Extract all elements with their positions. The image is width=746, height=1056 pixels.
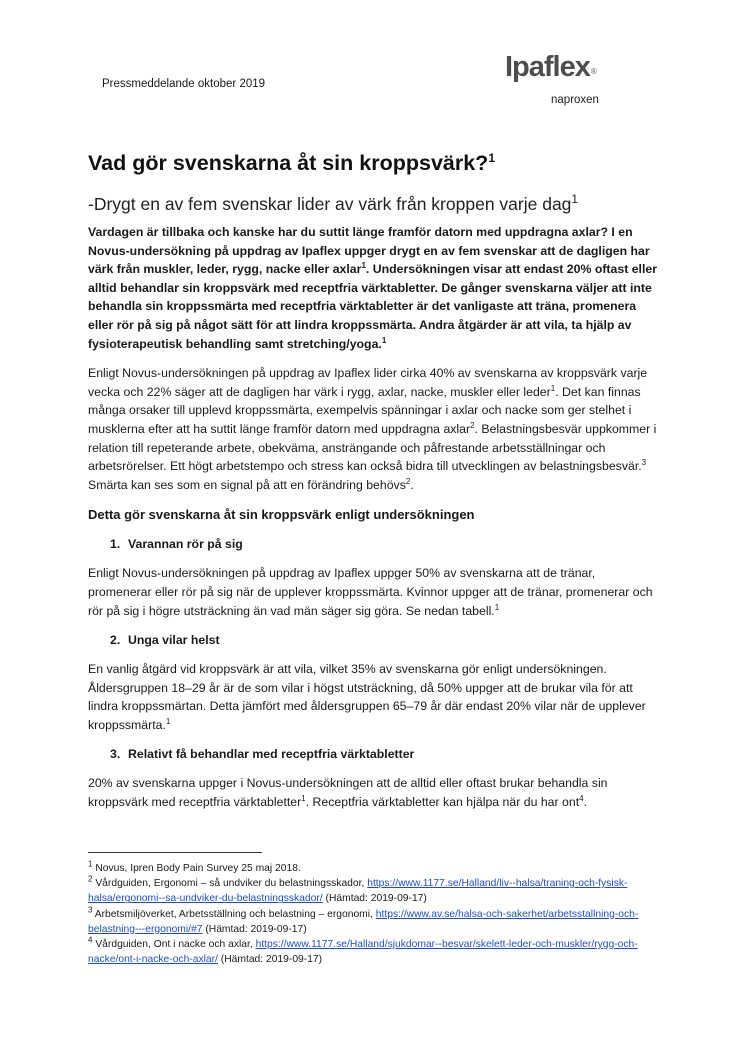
footnote-link[interactable]: https://www.av.se/halsa-och-sakerhet/arbetsstallning-och-belastning---ergonomi/#7 xyxy=(88,908,639,935)
footnote-text: Arbetsmiljöverket, Arbetsställning och belastning – ergonomi, xyxy=(92,908,376,920)
footnote-retrieved: (Hämtad: 2019-09-17) xyxy=(322,893,427,905)
section-ref: 1 xyxy=(494,602,500,612)
body-text-5: . xyxy=(410,477,414,492)
item-heading: Unga vilar helst xyxy=(128,633,220,648)
body-text-4: Smärta kan ses som en signal på att en förändring behövs xyxy=(88,477,406,492)
logo-text: Ipaflex xyxy=(505,51,590,83)
footnote-link[interactable]: https://www.1177.se/Halland/sjukdomar--besvar/skelett-leder-och-muskler/rygg-och-nacke/ont-i-nacke-och-axlar/ xyxy=(88,939,638,966)
footnote-text: Vårdguiden, Ergonomi – så undviker du belastningsskador, xyxy=(92,878,368,890)
section-text-3: . xyxy=(583,795,587,810)
body-paragraph xyxy=(88,364,658,494)
item-number: 3. xyxy=(110,747,121,762)
footnote-text: Vårdguiden, Ont i nacke och axlar, xyxy=(92,939,256,951)
body-text-3: . Belastningsbesvär uppkommer i relation till repeterande arbete, obekväma, ansträngande och påfrestande arbetsställningar och arbetsrörelser. Ett högt arbetstempo och stress kan också bidra till utvecklingen av belastningsbesvär. xyxy=(88,421,657,474)
main-content xyxy=(88,150,658,812)
item-number: 2. xyxy=(110,633,121,648)
numbered-heading-3 xyxy=(110,745,658,763)
footnote-text: Novus, Ipren Body Pain Survey 25 maj 2018. xyxy=(92,863,301,874)
section-paragraph-2 xyxy=(88,660,658,734)
footnote-1 xyxy=(88,861,658,876)
section-ref-1: 1 xyxy=(301,793,306,803)
numbered-heading-2 xyxy=(110,631,658,649)
section-paragraph-1 xyxy=(88,564,658,620)
footnote-retrieved: (Hämtad: 2019-09-17) xyxy=(202,923,307,935)
lead-paragraph xyxy=(88,223,658,353)
section-text-2: . Receptfria värktabletter kan hjälpa när du har ont xyxy=(305,795,580,810)
subtitle-text: -Drygt en av fem svenskar lider av värk från kroppen varje dag xyxy=(88,194,572,214)
body-text-2: . Det kan finnas många orsaker till upplevd kroppssmärta, exempelvis spänningar i axlar och nacke som ger stelhet i musklerna efter att ha suttit länge framför datorn med uppdragna axlar xyxy=(88,384,641,436)
ipaflex-logo xyxy=(505,51,625,106)
footnote-number: 3 xyxy=(88,905,93,915)
title-text: Vad gör svenskarna åt sin kroppsvärk? xyxy=(88,151,489,175)
body-text-1: Enligt Novus-undersökningen på uppdrag av Ipaflex lider cirka 40% av svenskarna av kroppsvärk varje vecka och 22% säger att de dagligen har värk i rygg, axlar, nacke, muskler eller leder xyxy=(88,366,648,399)
footnote-3 xyxy=(88,907,658,937)
footnote-number: 4 xyxy=(88,935,93,945)
body-ref-2: 2 xyxy=(470,420,475,430)
registered-mark: ® xyxy=(590,67,596,76)
section-text: En vanlig åtgärd vid kroppsvärk är att vila, vilket 35% av svenskarna gör enligt undersökningen. Åldersgruppen 18–29 år är de som vilar i högst utsträckning, då 50% uppger att de brukar vila för att lindra kroppssmärtan. Detta jämfört med åldersgruppen 65–79 år där endast 20% vilar när de upplever kroppssmärta. xyxy=(88,662,646,732)
lead-text-1: Vardagen är tillbaka och kanske har du suttit länge framför datorn med uppdragna axlar? I en Novus-undersökning på uppdrag av Ipaflex uppger drygt en av fem svenskar att de dagligen har värk från muskler, leder, rygg, nacke eller axlar xyxy=(88,225,650,277)
body-ref-4: 2 xyxy=(405,476,411,486)
section-text-1: 20% av svenskarna uppger i Novus-undersökningen att de alltid eller oftast brukar behandla sin kroppsvärk med receptfria värktabletter xyxy=(88,776,608,810)
footnote-divider xyxy=(88,852,262,853)
footnote-number: 2 xyxy=(88,874,93,884)
section-heading: Detta gör svenskarna åt sin kroppsvärk enligt undersökningen xyxy=(88,507,475,523)
logo-wordmark xyxy=(505,52,625,82)
section-text: Enligt Novus-undersökningen på uppdrag av Ipaflex uppger 50% av svenskarna att de tränar, promenerar eller rör på sig när de upplever kroppssmärta. Kvinnor uppger att de tränar, promenerar och rör på sig i högre utsträckning än vad män säger sig göra. Se nedan tabell. xyxy=(88,566,653,618)
title-footnote-ref: 1 xyxy=(488,150,495,165)
section-ref-2: 4 xyxy=(579,793,584,803)
footnote-4 xyxy=(88,937,658,967)
lead-text-2: . Undersökningen visar att endast 20% oftast eller alltid behandlar sin kroppsvärk med receptfria värktabletter. De gånger svenskarna väljer att inte behandla sin kroppssmärta med receptfria värktabletter är det vanligaste att träna, promenera eller rör på sig på något sätt för att lindra kroppssmärta. Andra åtgärder är att vila, ta hjälp av fysioterapeutisk behandling samt stretching/yoga. xyxy=(88,262,658,351)
footnote-retrieved: (Hämtad: 2019-09-17) xyxy=(217,954,323,966)
footnotes xyxy=(88,852,658,967)
press-release-date: Pressmeddelande oktober 2019 xyxy=(102,78,266,90)
page-title xyxy=(88,150,658,176)
section-ref: 1 xyxy=(165,716,171,726)
numbered-heading-1 xyxy=(110,535,658,553)
logo-subtitle: naproxen xyxy=(551,94,599,106)
footnote-2 xyxy=(88,876,658,906)
footnote-link[interactable]: https://www.1177.se/Halland/liv--halsa/traning-och-fysisk-halsa/ergonomi--sa-undviker-du-belastningsskador/ xyxy=(88,878,628,905)
item-heading: Relativt få behandlar med receptfria värktabletter xyxy=(128,747,415,762)
item-heading: Varannan rör på sig xyxy=(128,537,243,552)
body-ref-3: 3 xyxy=(641,458,647,468)
footnote-number: 1 xyxy=(88,859,93,869)
body-ref-1: 1 xyxy=(550,383,556,393)
item-number: 1. xyxy=(110,537,121,552)
subtitle-footnote-ref: 1 xyxy=(571,192,579,207)
section-paragraph-3 xyxy=(88,774,658,811)
page-subtitle xyxy=(88,193,658,215)
lead-ref-2: 1 xyxy=(381,335,387,345)
lead-ref-1: 1 xyxy=(361,261,366,271)
